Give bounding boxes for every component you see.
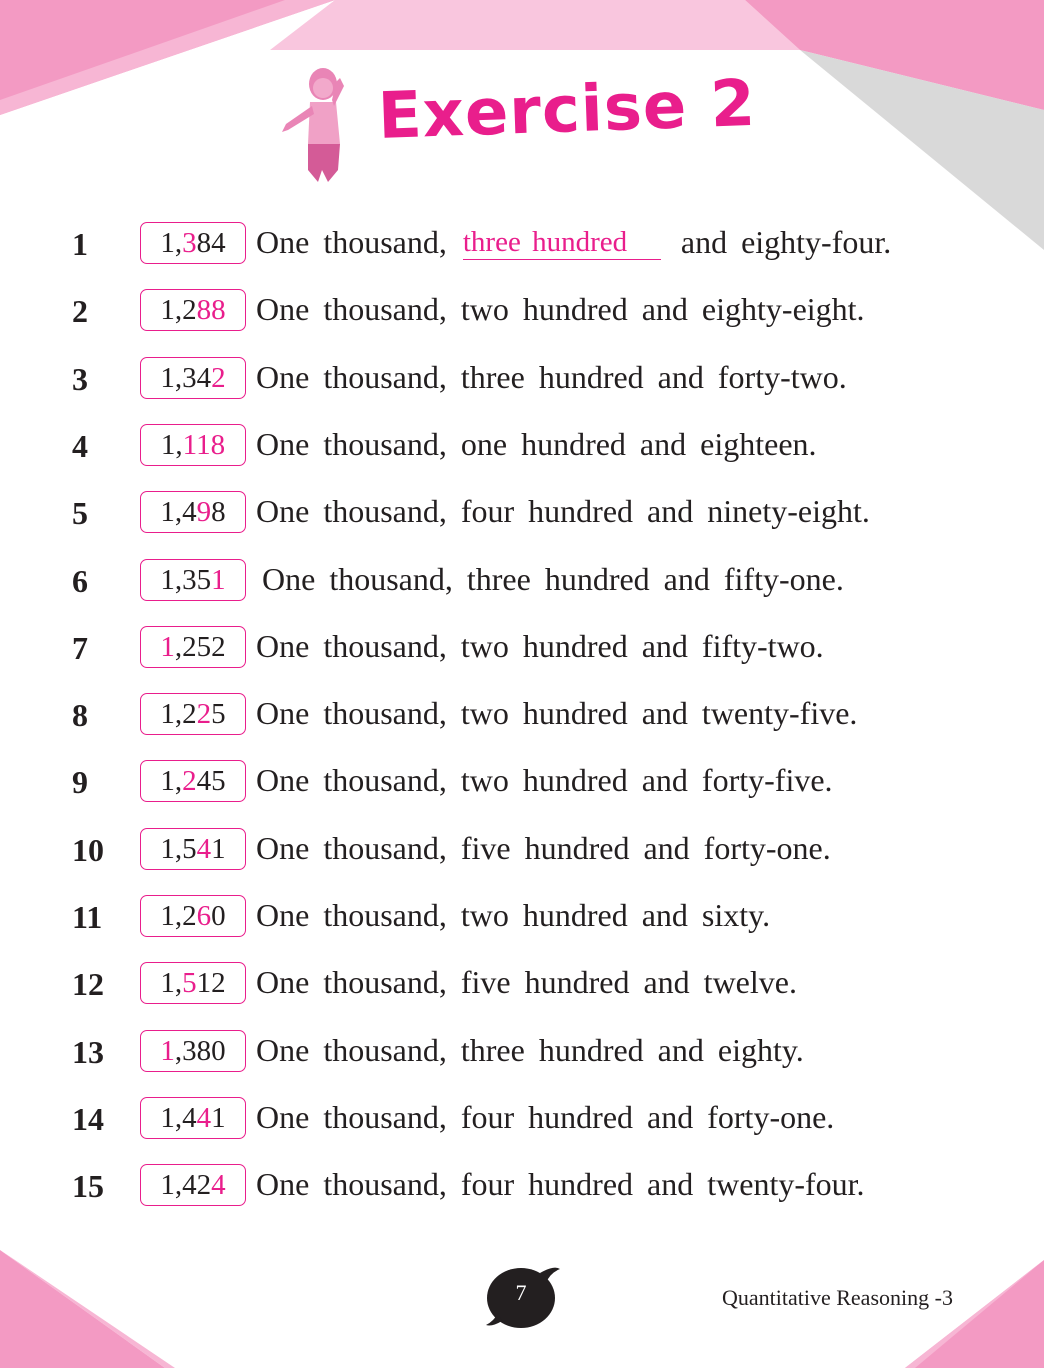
digits: 1,42 <box>160 1169 212 1202</box>
number-in-words: One thousand, five hundred and twelve. <box>256 964 797 1001</box>
number-answer-box <box>140 1164 246 1206</box>
number-answer-box <box>140 760 246 802</box>
row-number: 6 <box>72 562 88 599</box>
row-number: 10 <box>72 831 104 868</box>
number-in-words <box>256 224 891 262</box>
exercise-row <box>0 489 1044 537</box>
highlighted-digits: 3 <box>182 227 197 259</box>
exercise-row <box>0 624 1044 672</box>
number-in-words: One thousand, two hundred and forty-five. <box>256 762 833 799</box>
digits: 1,35 <box>160 563 212 596</box>
number-answer-box <box>140 895 246 937</box>
highlighted-digits: 1 <box>160 630 175 663</box>
exercise-row <box>0 355 1044 403</box>
digits: 1,4 <box>160 1101 197 1134</box>
number-answer-box <box>140 828 246 870</box>
number-in-words: One thousand, three hundred and eighty. <box>256 1031 804 1068</box>
number-in-words: One thousand, four hundred and ninety-eight. <box>256 493 870 530</box>
number-in-words: One thousand, two hundred and fifty-two. <box>256 627 824 664</box>
exercise-row <box>0 220 1044 268</box>
highlighted-digits: 2 <box>196 698 212 731</box>
highlighted-digits: 5 <box>182 967 197 1000</box>
digits: 5 <box>211 698 226 731</box>
number-in-words: One thousand, three hundred and fifty-one. <box>262 560 844 597</box>
highlighted-digits: 6 <box>196 900 212 932</box>
number-in-words: One thousand, two hundred and twenty-five. <box>256 695 858 732</box>
digits: 0 <box>211 900 226 932</box>
number-in-words: One thousand, four hundred and twenty-four. <box>256 1166 865 1203</box>
highlighted-digits: 2 <box>211 361 226 394</box>
exercise-row <box>0 960 1044 1008</box>
row-number: 4 <box>72 427 88 464</box>
sentence-start: One thousand, <box>256 224 461 260</box>
number-in-words: One thousand, five hundred and forty-one. <box>256 829 831 866</box>
digits: 12 <box>196 967 226 1000</box>
digits: 1, <box>160 765 183 798</box>
number-answer-box <box>140 491 246 533</box>
number-answer-box <box>140 1097 246 1139</box>
digits: 1,2 <box>160 294 197 327</box>
number-in-words: One thousand, one hundred and eighteen. <box>256 425 817 462</box>
highlighted-digits: 9 <box>196 496 212 529</box>
number-in-words: One thousand, four hundred and forty-one. <box>256 1098 835 1135</box>
number-answer-box <box>140 962 246 1004</box>
exercise-row <box>0 758 1044 806</box>
row-number: 9 <box>72 764 88 801</box>
number-answer-box <box>140 222 246 264</box>
digits: 1 <box>211 832 226 865</box>
highlighted-digits: 4 <box>196 832 212 865</box>
row-number: 3 <box>72 360 88 397</box>
page-title: Exercise 2 <box>376 66 758 154</box>
exercise-row <box>0 826 1044 874</box>
highlighted-digits: 4 <box>196 1101 212 1134</box>
row-number: 2 <box>72 293 88 330</box>
row-number: 5 <box>72 495 88 532</box>
digits: ,252 <box>174 630 226 663</box>
number-answer-box <box>140 289 246 331</box>
digits: 1, <box>160 967 183 1000</box>
number-in-words: One thousand, two hundred and eighty-eight. <box>256 291 865 328</box>
digits: 1,2 <box>160 698 197 731</box>
digits: 1,34 <box>160 361 212 394</box>
book-title: Quantitative Reasoning -3 <box>722 1285 953 1310</box>
highlighted-digits: 118 <box>182 428 226 461</box>
number-answer-box <box>140 559 246 601</box>
digits: 1,4 <box>160 496 197 529</box>
sentence-end: and eighty-four. <box>666 224 892 260</box>
digits: 84 <box>196 227 226 259</box>
row-number: 12 <box>72 966 104 1003</box>
number-in-words: One thousand, two hundred and sixty. <box>256 897 771 933</box>
row-number: 15 <box>72 1168 104 1205</box>
exercise-row <box>0 691 1044 739</box>
highlighted-digits: 88 <box>196 294 226 327</box>
exercise-row <box>0 893 1044 941</box>
row-number: 1 <box>72 226 88 262</box>
digits: 1 <box>211 1101 226 1134</box>
digits: 8 <box>211 496 226 529</box>
exercise-row <box>0 1162 1044 1210</box>
row-number: 14 <box>72 1100 104 1137</box>
number-answer-box <box>140 1030 246 1072</box>
number-answer-box <box>140 693 246 735</box>
digits: 1, <box>160 428 183 461</box>
number-in-words: One thousand, three hundred and forty-two. <box>256 358 847 395</box>
digits: 45 <box>196 765 226 798</box>
page-number: 7 <box>515 1280 527 1305</box>
row-number: 7 <box>72 629 88 666</box>
highlighted-digits: 2 <box>182 765 197 798</box>
digits: 1, <box>160 227 183 259</box>
exercise-row <box>0 287 1044 335</box>
title-area <box>278 62 758 192</box>
number-answer-box <box>140 424 246 466</box>
highlighted-digits: 1 <box>211 563 226 596</box>
exercise-row <box>0 1095 1044 1143</box>
filled-answer: three hundred <box>462 226 628 258</box>
exercise-row <box>0 1028 1044 1076</box>
digits: 1,2 <box>160 900 197 932</box>
girl-mascot-icon <box>278 62 368 187</box>
row-number: 13 <box>72 1033 104 1070</box>
exercise-row <box>0 557 1044 605</box>
number-answer-box <box>140 357 246 399</box>
row-number: 8 <box>72 697 88 734</box>
number-answer-box <box>140 626 246 668</box>
highlighted-digits: 1 <box>160 1034 175 1067</box>
digits: ,380 <box>174 1034 226 1067</box>
digits: 1,5 <box>160 832 197 865</box>
row-number: 11 <box>72 899 103 935</box>
exercise-row <box>0 422 1044 470</box>
answer-blank <box>463 222 661 260</box>
highlighted-digits: 4 <box>211 1169 226 1202</box>
